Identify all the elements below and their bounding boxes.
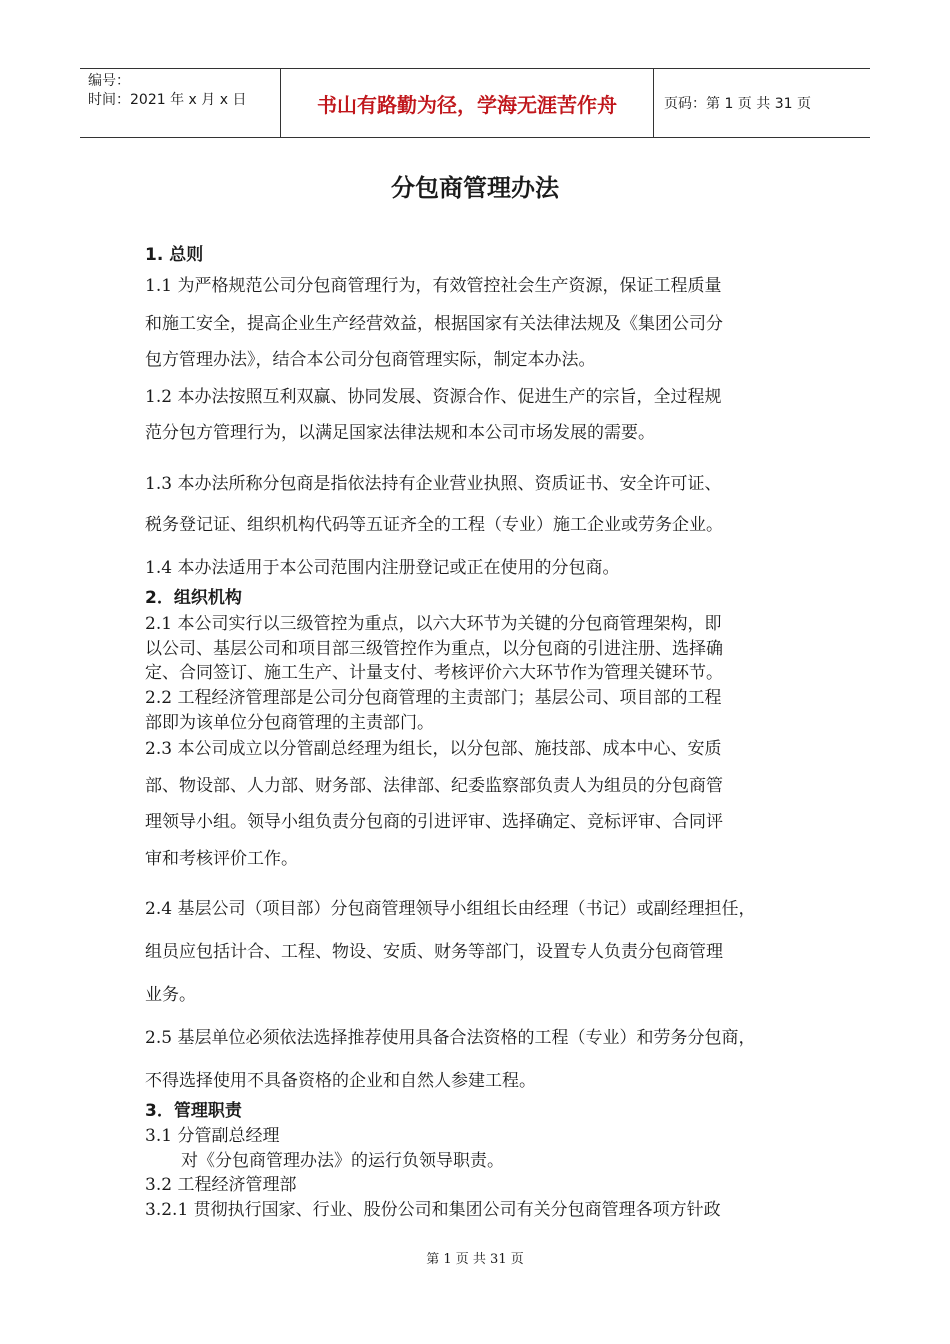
document-title: 分包商管理办法: [391, 174, 559, 202]
header-motto: 书山有路勤为径，学海无涯苦作舟: [280, 69, 654, 137]
body-line: 和施工安全，提高企业生产经营效益，根据国家有关法律法规及《集团公司分: [145, 314, 723, 334]
page-footer: 第 1 页 共 31 页: [426, 1252, 524, 1267]
body-line: 组员应包括计合、工程、物设、安质、财务等部门，设置专人负责分包商管理: [145, 942, 723, 962]
header-meta: [80, 69, 280, 137]
document-header: [80, 68, 870, 138]
body-line: 2.2 工程经济管理部是公司分包商管理的主责部门；基层公司、项目部的工程: [145, 688, 722, 708]
body-line: 2.5 基层单位必须依法选择推荐使用具备合法资格的工程（专业）和劳务分包商，: [145, 1028, 756, 1048]
body-line: 2.3 本公司成立以分管副总经理为组长，以分包部、施技部、成本中心、安质: [145, 739, 722, 759]
section-heading: 3．管理职责: [145, 1101, 242, 1121]
body-line: 部即为该单位分包商管理的主责部门。: [145, 713, 434, 733]
body-line: 审和考核评价工作。: [145, 849, 298, 869]
body-line: 1.4 本办法适用于本公司范围内注册登记或正在使用的分包商。: [145, 558, 620, 578]
body-line: 范分包方管理行为，以满足国家法律法规和本公司市场发展的需要。: [145, 423, 655, 443]
body-line: 3.2.1 贯彻执行国家、行业、股份公司和集团公司有关分包商管理各项方针政: [145, 1200, 721, 1220]
body-line: 包方管理办法》，结合本公司分包商管理实际，制定本办法。: [145, 350, 596, 370]
body-line: 理领导小组。领导小组负责分包商的引进评审、选择确定、竞标评审、合同评: [145, 812, 723, 832]
serial-label: 编号：: [88, 73, 130, 89]
section-heading: 2．组织机构: [145, 588, 242, 608]
header-page-info: 页码：第 1 页 共 31 页: [664, 96, 811, 112]
body-line: 税务登记证、组织机构代码等五证齐全的工程（专业）施工企业或劳务企业。: [145, 515, 723, 535]
body-line: 1.3 本办法所称分包商是指依法持有企业营业执照、资质证书、安全许可证、: [145, 474, 722, 494]
body-line: 业务。: [145, 985, 196, 1005]
body-line: 1.1 为严格规范公司分包商管理行为，有效管控社会生产资源，保证工程质量: [145, 276, 722, 296]
body-line: 2.1 本公司实行以三级管控为重点，以六大环节为关键的分包商管理架构，即: [145, 614, 722, 634]
body-line: 不得选择使用不具备资格的企业和自然人参建工程。: [145, 1071, 536, 1091]
time-label: 时间：2021 年 x 月 x 日: [88, 92, 247, 108]
body-line: 2.4 基层公司（项目部）分包商管理领导小组组长由经理（书记）或副经理担任，: [145, 899, 756, 919]
body-line: 定、合同签订、施工生产、计量支付、考核评价六大环节作为管理关键环节。: [145, 663, 723, 683]
body-line: 3.2 工程经济管理部: [145, 1175, 297, 1195]
body-line: 3.1 分管副总经理: [145, 1126, 280, 1146]
body-line: 1.2 本办法按照互利双赢、协同发展、资源合作、促进生产的宗旨，全过程规: [145, 387, 722, 407]
body-line: 以公司、基层公司和项目部三级管控作为重点，以分包商的引进注册、选择确: [145, 639, 723, 659]
body-line: 部、物设部、人力部、财务部、法律部、纪委监察部负责人为组员的分包商管: [145, 776, 723, 796]
body-line: 对《分包商管理办法》的运行负领导职责。: [181, 1151, 504, 1171]
section-heading: 1. 总则: [145, 245, 204, 265]
